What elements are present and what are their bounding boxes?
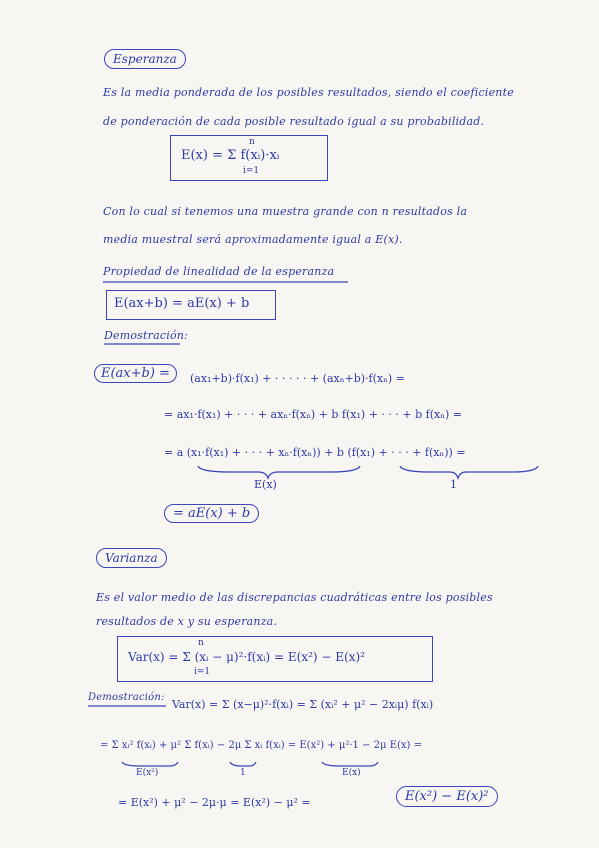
esperanza-note-line1: Con lo cual si tenemos una muestra grande con n resultados la — [103, 205, 468, 218]
varianza-demo-under-ex2: E(x²) — [136, 768, 159, 778]
varianza-demo-line1: Var(x) = Σ (x−μ)²·f(xᵢ) = Σ (xᵢ² + μ² − 2xᵢμ) f(xᵢ) — [172, 698, 434, 711]
linealidad-formula: E(ax+b) = aE(x) + b — [114, 296, 250, 311]
esperanza-note-line2: media muestral será aproximadamente igual a E(x). — [103, 233, 403, 246]
linealidad-formula-box — [106, 290, 276, 320]
varianza-sum-top: n — [198, 638, 204, 648]
linealidad-step3-under-ex: E(x) — [254, 478, 277, 491]
esperanza-sum-top: n — [249, 137, 255, 147]
varianza-formula-box — [117, 636, 433, 682]
esperanza-sum-bottom: i=1 — [243, 166, 260, 176]
varianza-demo-final: E(x²) − E(x)² — [396, 786, 498, 807]
linealidad-step1-rhs: (ax₁+b)·f(x₁) + · · · · · + (axₙ+b)·f(xₙ) = — [190, 372, 405, 385]
linealidad-step3: = a (x₁·f(x₁) + · · · + xₙ·f(xₙ)) + b (f(x₁) + · · · + f(xₙ)) = — [164, 446, 466, 459]
linealidad-step4-result: = aE(x) + b — [164, 504, 259, 523]
esperanza-formula-box — [170, 135, 328, 181]
varianza-definition-line2: resultados de x y su esperanza. — [96, 615, 278, 628]
linealidad-step3-under-one: 1 — [450, 478, 457, 491]
linealidad-demo-label: Demostración: — [104, 329, 188, 342]
esperanza-formula: E(x) = Σ f(xᵢ)·xᵢ — [181, 148, 280, 163]
esperanza-definition-line1: Es la media ponderada de los posibles resultados, siendo el coeficiente — [103, 86, 514, 99]
linealidad-step1-lhs: E(ax+b) = — [94, 364, 177, 383]
varianza-demo-line3: = E(x²) + μ² − 2μ·μ = E(x²) − μ² = — [118, 796, 311, 809]
varianza-demo-line2: = Σ xᵢ² f(xᵢ) + μ² Σ f(xᵢ) − 2μ Σ xᵢ f(xᵢ) = E(x²) + μ²·1 − 2μ E(x) = — [100, 740, 422, 751]
varianza-demo-label: Demostración: — [88, 692, 165, 703]
varianza-demo-under-ex: E(x) — [342, 768, 361, 778]
varianza-demo-under-one: 1 — [240, 768, 246, 778]
esperanza-definition-line2: de ponderación de cada posible resultado igual a su probabilidad. — [103, 115, 485, 128]
linealidad-step2: = ax₁·f(x₁) + · · · + axₙ·f(xₙ) + b f(x₁) + · · · + b f(xₙ) = — [164, 408, 462, 421]
varianza-title: Varianza — [96, 548, 167, 568]
esperanza-title: Esperanza — [104, 49, 186, 69]
linealidad-title: Propiedad de linealidad de la esperanza — [103, 265, 335, 278]
varianza-formula: Var(x) = Σ (xᵢ − μ)²·f(xᵢ) = E(x²) − E(x)² — [128, 650, 365, 664]
varianza-sum-bottom: i=1 — [194, 667, 211, 677]
varianza-definition-line1: Es el valor medio de las discrepancias cuadráticas entre los posibles — [96, 591, 493, 604]
